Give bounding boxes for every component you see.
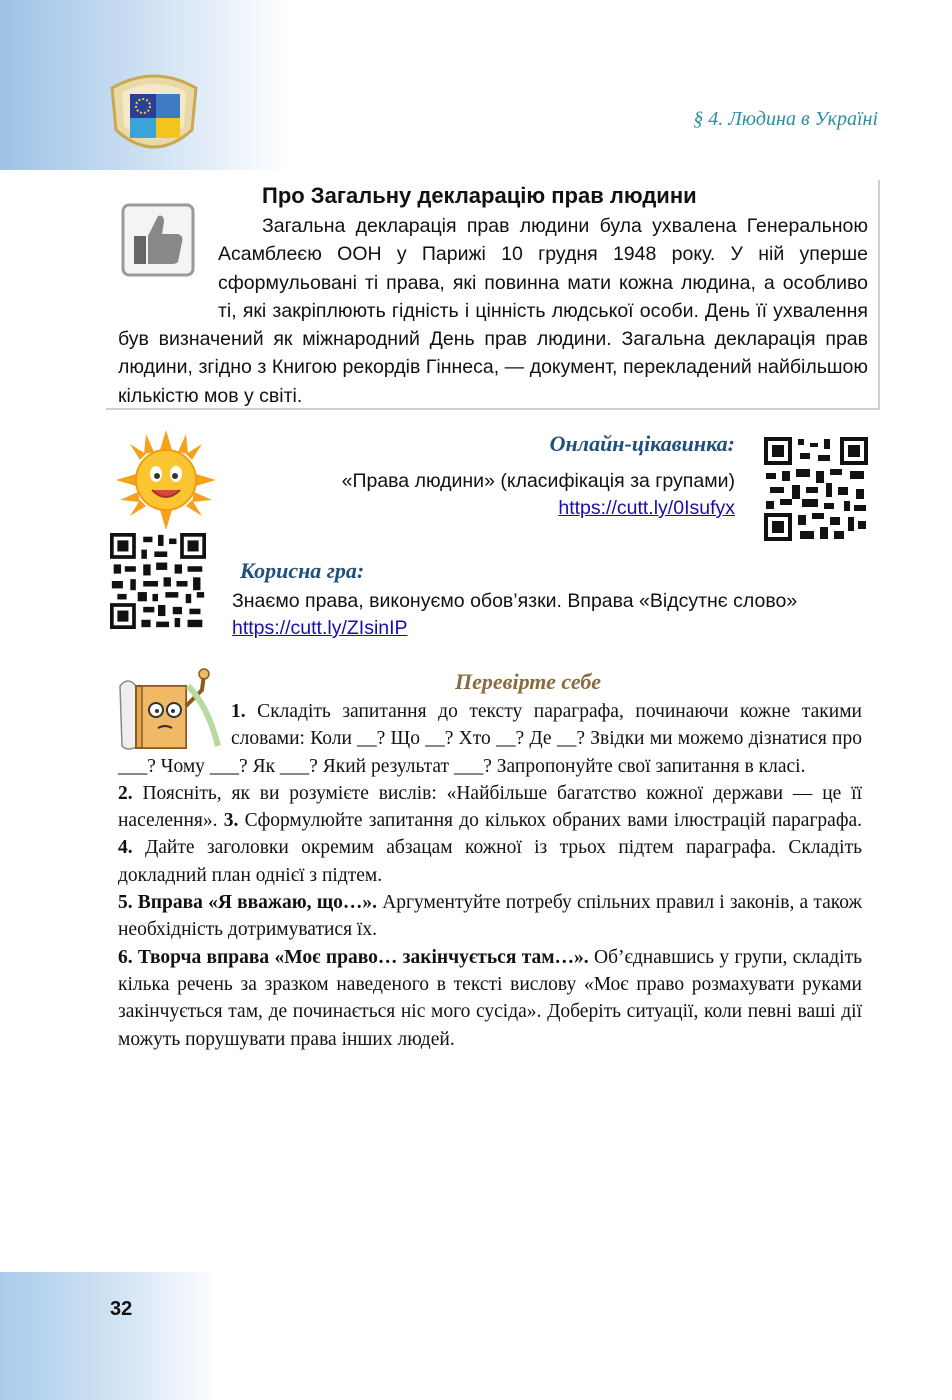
task-2-number: 2. [118, 782, 133, 804]
task-1-text: Складіть запитання до тексту параграфа, починаючи кожне такими словами: Коли __? Що __? Хто __? Де __? Звідки ми можемо дізнатися про ___? Чому ___? Як ___? Який результат ___? Запропонуйте свої запитання в класі. [118, 701, 862, 777]
qr-code-icon[interactable] [110, 533, 206, 629]
emblem-puzzle-icon [104, 68, 204, 160]
task-6 [118, 944, 862, 1053]
task-5 [118, 889, 862, 944]
bottom-corner-gradient [0, 1272, 220, 1400]
task-6-heading: 6. Творча вправа «Моє право… закінчується там…». [118, 946, 589, 968]
online-title: Онлайн-цікавинка: [549, 431, 735, 456]
task-3-number: 3. [223, 810, 239, 832]
check-title: Перевірте себе [455, 669, 602, 694]
game-text [232, 588, 832, 642]
game-link[interactable]: https://cutt.ly/ZIsinIP [232, 617, 408, 639]
task-4-text: Дайте заголовки окремим абзацам кожної із трьох підтем параграфа. Складіть докладний план однієї з підтем. [118, 837, 862, 886]
task-5-heading: 5. Вправа «Я вважаю, що…». [118, 892, 378, 914]
task-3-text: Сформулюйте запитання до кількох обраних вами ілюстрацій параграфа. [238, 810, 863, 832]
qr-code-icon[interactable] [764, 437, 868, 541]
page-number: 32 [110, 1298, 133, 1320]
sun-mascot-icon [114, 428, 218, 532]
game-title: Корисна гра: [240, 558, 365, 583]
online-link[interactable]: https://cutt.ly/0Isufyx [558, 497, 735, 519]
section-header: § 4. Людина в Україні [693, 108, 878, 130]
task-5-text: Аргументуйте потребу спільних правил і законів, а також необхідність дотримуватися їх. [118, 892, 863, 941]
tasks-list [118, 698, 862, 1053]
declaration-body: Загальна декларація прав людини була ухвалена Генеральною Асамблеєю ООН у Парижі 10 грудня 1948 року. У ній уперше сформульовані ті права, які повинна мати кожна людина, а особливо ті, які закріплюють гідність і цінність людської особи. День її ухвалення був визначений як міжнародний День прав людини. Загальна декларація прав людини, згідно з Книгою рекордів Гіннеса, — документ, перекладений найбільшою кількістю мов у світі. [118, 215, 868, 407]
online-description: «Права людини» (класифікація за групами) [341, 470, 735, 492]
task-6-text: Об’єднавшись у групи, складіть кілька речень за зразком наведеного в тексті вислову «Моє право розмахувати руками закінчується там, де починається ніс мого сусіда». Доберіть ситуації, коли певні ваші дії можуть порушувати права інших людей. [118, 946, 863, 1050]
declaration-text [118, 212, 868, 410]
task-1-number: 1. [231, 701, 246, 722]
task-1 [118, 698, 862, 780]
task-2-3-4 [118, 780, 862, 889]
game-description: Знаємо права, виконуємо обов’язки. Вправа «Відсутнє слово» [232, 590, 798, 612]
task-4-number: 4. [118, 837, 133, 859]
task-2-text: Поясніть, як ви розумієте вислів: «Найбільше багатство кожної держави — це її населення». [118, 782, 862, 832]
declaration-title: Про Загальну декларацію прав людини [262, 183, 697, 208]
